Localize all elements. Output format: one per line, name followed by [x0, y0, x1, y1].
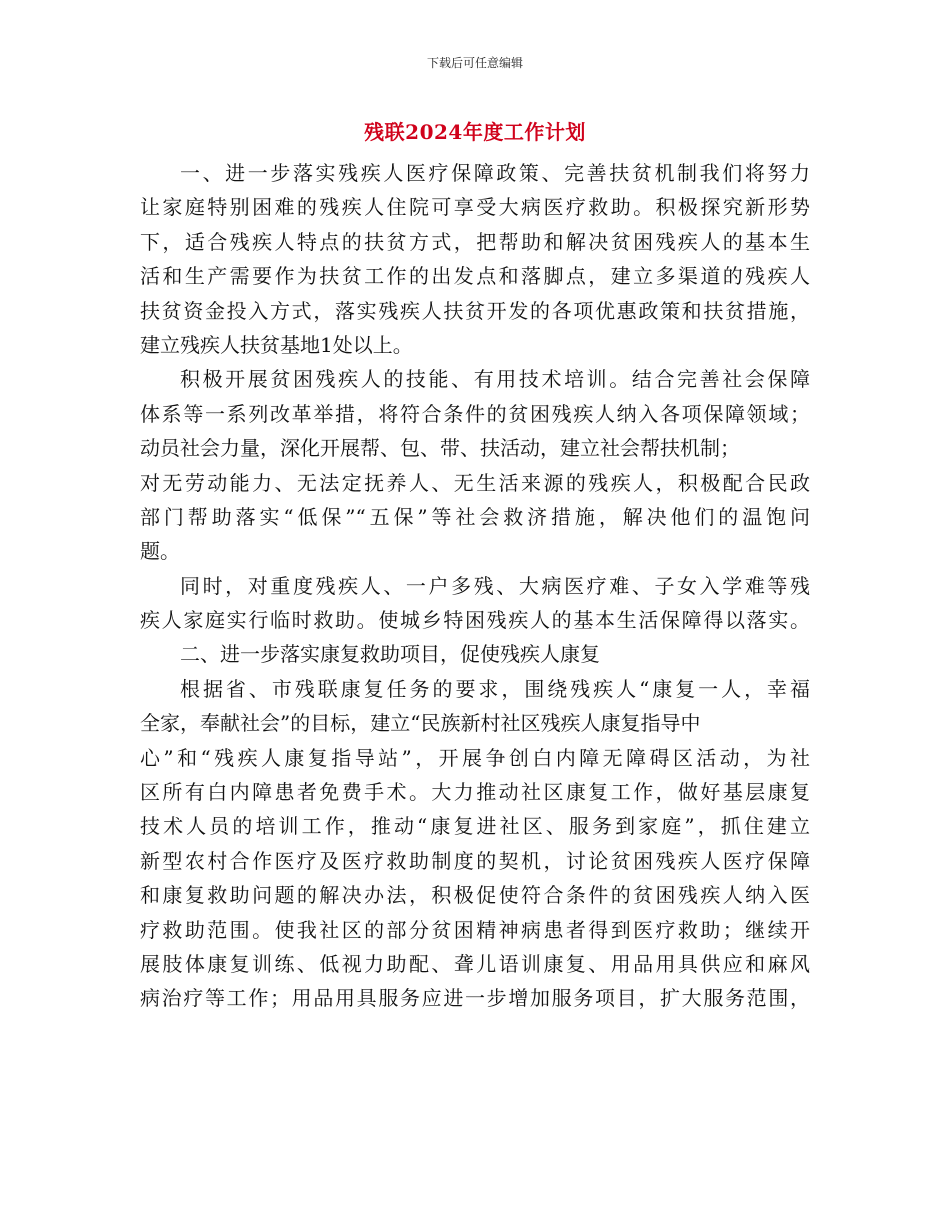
document-title: 残联2024年度工作计划 [364, 120, 586, 144]
header-note: 下载后可任意编辑 [426, 56, 523, 70]
text-line: 下，适合残疾人特点的扶贫方式，把帮助和解决贫困残疾人的基本生 [140, 229, 810, 254]
paragraph [140, 672, 810, 1016]
text-line: 对无劳动能力、无法定抚养人、无生活来源的残疾人，积极配合民政 [140, 470, 810, 495]
text-line: 展肢体康复训练、低视力助配、聋儿语训康复、用品用具供应和麻风 [140, 951, 810, 976]
text-line: 心”和“残疾人康复指导站”，开展争创白内障无障碍区活动，为社 [140, 745, 810, 770]
text-line: 疗救助范围。使我社区的部分贫困精神病患者得到医疗救助；继续开 [140, 917, 810, 942]
text-line: 同时，对重度残疾人、一户多残、大病医疗难、子女入学难等残 [180, 573, 810, 598]
text-line: 让家庭特别困难的残疾人住院可享受大病医疗救助。积极探究新形势 [140, 195, 810, 220]
document-body [140, 156, 810, 1016]
paragraph [140, 362, 810, 568]
paragraph [140, 569, 810, 638]
text-line: 根据省、市残联康复任务的要求，围绕残疾人“康复一人，幸福 [180, 676, 810, 701]
text-line: 区所有白内障患者免费手术。大力推动社区康复工作，做好基层康复 [140, 780, 810, 805]
text-line: 一、进一步落实残疾人医疗保障政策、完善扶贫机制我们将努力 [180, 161, 810, 185]
text-line: 病治疗等工作；用品用具服务应进一步增加服务项目，扩大服务范围， [140, 986, 810, 1011]
text-line: 技术人员的培训工作，推动“康复进社区、服务到家庭”，抓住建立 [140, 814, 810, 839]
text-line: 二、进一步落实康复救助项目，促使残疾人康复 [180, 642, 600, 667]
text-line: 疾人家庭实行临时救助。使城乡特困残疾人的基本生活保障得以落实。 [140, 608, 810, 633]
section-heading [140, 637, 810, 671]
text-line: 部门帮助落实“低保”“五保”等社会救济措施，解决他们的温饱问 [140, 504, 810, 529]
paragraph [140, 156, 810, 362]
text-line: 新型农村合作医疗及医疗救助制度的契机，讨论贫困残疾人医疗保障 [140, 848, 810, 873]
text-line: 题。 [140, 539, 180, 564]
text-line: 全家，奉献社会”的目标，建立“民族新村社区残疾人康复指导中 [140, 711, 701, 736]
text-line: 积极开展贫困残疾人的技能、有用技术培训。结合完善社会保障 [180, 367, 810, 392]
text-line: 扶贫资金投入方式，落实残疾人扶贫开发的各项优惠政策和扶贫措施， [140, 298, 810, 323]
text-line: 活和生产需要作为扶贫工作的出发点和落脚点，建立多渠道的残疾人 [140, 264, 810, 289]
text-line: 体系等一系列改革举措，将符合条件的贫困残疾人纳入各项保障领域； [140, 401, 810, 426]
text-line: 动员社会力量，深化开展帮、包、带、扶活动，建立社会帮扶机制； [140, 436, 740, 461]
text-line: 建立残疾人扶贫基地1处以上。 [140, 332, 413, 357]
text-line: 和康复救助问题的解决办法，积极促使符合条件的贫困残疾人纳入医 [140, 883, 810, 908]
